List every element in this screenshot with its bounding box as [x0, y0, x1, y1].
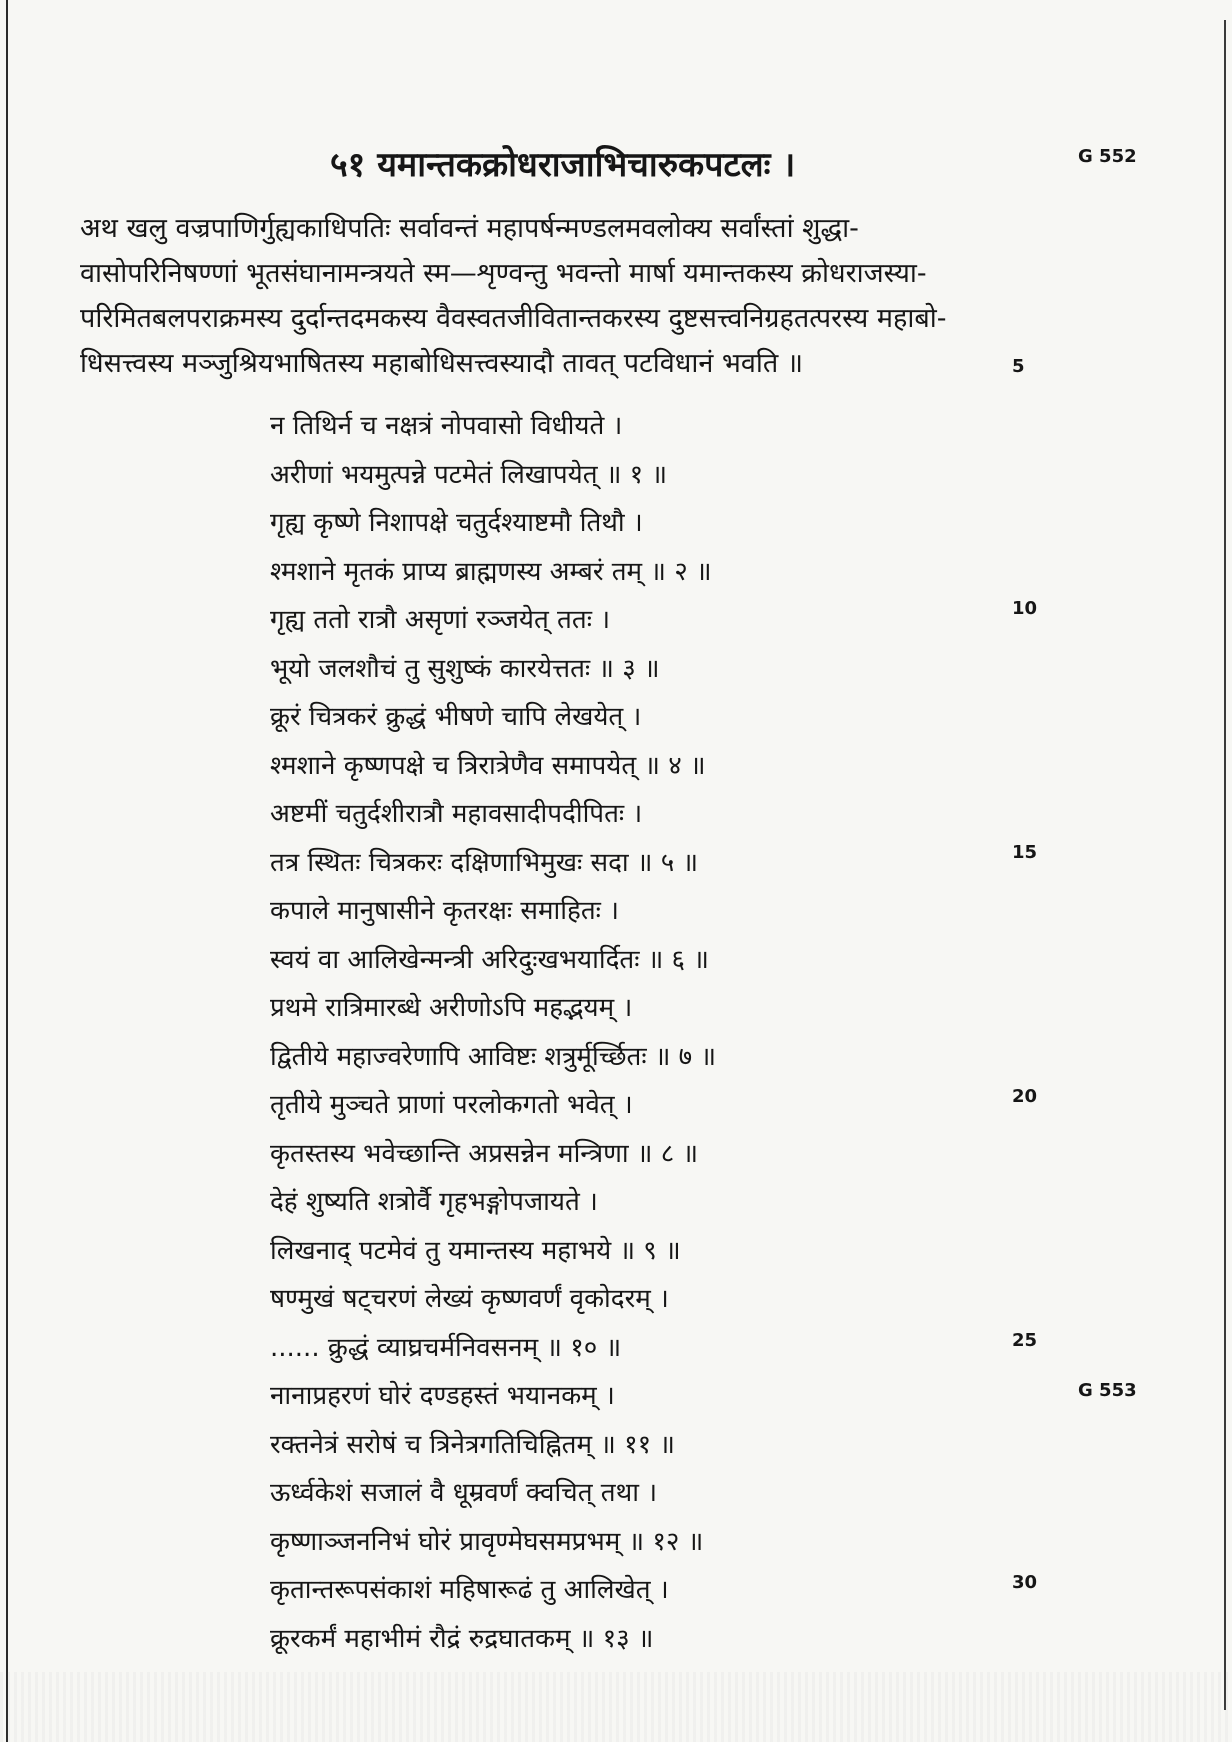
line-number-marker: 20 [1012, 1086, 1038, 1107]
verse-line: गृह्य कृष्णे निशापक्षे चतुर्दश्याष्टमौ तिथौ । [270, 508, 643, 538]
verse-line: स्वयं वा आलिखेन्मन्त्री अरिदुःखभयार्दितः ॥ ६ ॥ [270, 944, 709, 975]
verse-line: ऊर्ध्वकेशं सजालं वै धूम्रवर्णं क्वचित् तथा । [270, 1478, 658, 1508]
verse-line: कृतान्तरूपसंकाशं महिषारूढं तु आलिखेत् । [270, 1575, 669, 1605]
line-number-marker: 15 [1012, 842, 1038, 863]
folio-marker-mid: G 553 [1078, 1380, 1137, 1401]
verse-line: कृतस्तस्य भवेच्छान्ति अप्रसन्नेन मन्त्रिणा ॥ ८ ॥ [270, 1138, 699, 1169]
verse-line: लिखनाद् पटमेवं तु यमान्तस्य महाभये ॥ ९ ॥ [270, 1235, 681, 1266]
verse-line: तृतीये मुञ्चते प्राणां परलोकगतो भवेत् । [270, 1090, 633, 1120]
verse-line: न तिथिर्न च नक्षत्रं नोपवासो विधीयते । [270, 411, 623, 441]
line-number-marker: 5 [1012, 356, 1025, 377]
prose-line: धिसत्त्वस्य मञ्जुश्रियभाषितस्य महाबोधिसत्त्वस्यादौ तावत् पटविधानं भवति ॥ [80, 348, 804, 379]
verse-line: श्मशाने मृतकं प्राप्य ब्राह्मणस्य अम्बरं तम् ॥ २ ॥ [270, 556, 712, 587]
verse-line: क्रूरं चित्रकरं क्रुद्धं भीषणे चापि लेखयेत् । [270, 702, 642, 732]
verse-line: देहं शुष्यति शत्रोर्वै गृहभङ्गोपजायते । [270, 1187, 598, 1217]
scan-noise-footer [0, 1672, 1232, 1742]
prose-line: वासोपरिनिषण्णां भूतसंघानामन्त्रयते स्म—शृण्वन्तु भवन्तो मार्षा यमान्तकस्य क्रोधराजस्या- [80, 258, 927, 289]
verse-line: भूयो जलशौचं तु सुशुष्कं कारयेत्ततः ॥ ३ ॥ [270, 653, 660, 684]
verse-line: तत्र स्थितः चित्रकरः दक्षिणाभिमुखः सदा ॥ ५ ॥ [270, 847, 699, 878]
verse-line: श्मशाने कृष्णपक्षे च त्रिरात्रेणैव समापयेत् ॥ ४ ॥ [270, 750, 706, 781]
prose-line: परिमितबलपराक्रमस्य दुर्दान्तदमकस्य वैवस्वतजीवितान्तकरस्य दुष्टसत्त्वनिग्रहतत्परस्य महाबो- [80, 303, 947, 334]
verse-line: प्रथमे रात्रिमारब्धे अरीणोऽपि महद्भयम् । [270, 993, 633, 1023]
prose-line: अथ खलु वज्रपाणिर्गुह्यकाधिपतिः सर्वावन्तं महापर्षन्मण्डलमवलोक्य सर्वांस्तां शुद्धा- [80, 213, 859, 244]
left-margin-rule [6, 0, 8, 1742]
verse-line: गृह्य ततो रात्रौ असृणां रञ्जयेत् ततः । [270, 605, 611, 635]
line-number-marker: 25 [1012, 1330, 1038, 1351]
prose-paragraph [80, 206, 1030, 386]
line-number-marker: 30 [1012, 1572, 1038, 1593]
verse-line: कपाले मानुषासीने कृतरक्षः समाहितः । [270, 896, 620, 926]
verse-line: क्रूरकर्मं महाभीमं रौद्रं रुद्रघातकम् ॥ १३ ॥ [270, 1623, 654, 1654]
verse-line: रक्तनेत्रं सरोषं च त्रिनेत्रगतिचिह्नितम् ॥ ११ ॥ [270, 1429, 676, 1460]
verse-line: द्वितीये महाज्वरेणापि आविष्टः शत्रुर्मूर्च्छितः ॥ ७ ॥ [270, 1041, 717, 1072]
verse-line: अष्टमीं चतुर्दशीरात्रौ महावसादीपदीपितः । [270, 799, 643, 829]
verse-line: षण्मुखं षट्चरणं लेख्यं कृष्णवर्णं वृकोदरम् । [270, 1284, 669, 1314]
verse-line: अरीणां भयमुत्पन्ने पटमेतं लिखापयेत् ॥ १ ॥ [270, 459, 668, 490]
verse-line: ...... क्रुद्धं व्याघ्रचर्मनिवसनम् ॥ १० ॥ [270, 1332, 622, 1363]
folio-marker-top: G 552 [1078, 146, 1137, 167]
line-number-marker: 10 [1012, 598, 1038, 619]
verse-line: कृष्णाञ्जननिभं घोरं प्रावृण्मेघसमप्रभम् ॥ १२ ॥ [270, 1526, 704, 1557]
verse-block [270, 402, 990, 1663]
verse-line: नानाप्रहरणं घोरं दण्डहस्तं भयानकम् । [270, 1381, 615, 1411]
chapter-title: ५१ यमान्तकक्रोधराजाभिचारुकपटलः । [330, 145, 796, 185]
right-margin-rule [1224, 20, 1226, 1710]
